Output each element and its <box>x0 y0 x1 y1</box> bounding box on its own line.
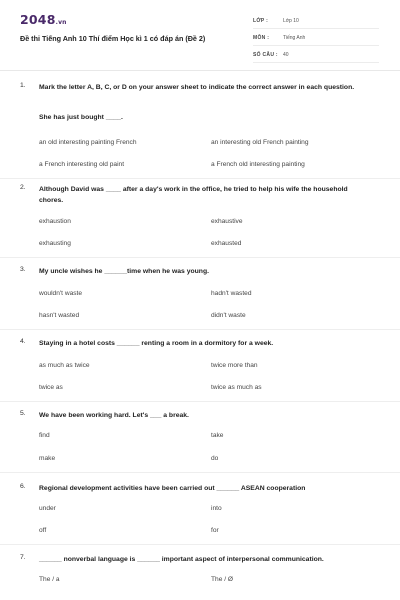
option-b[interactable]: an interesting old French painting <box>211 139 309 146</box>
question-divider <box>0 329 400 330</box>
meta-subject: MÔN : Tiếng Anh <box>253 31 379 46</box>
question-text: Staying in a hotel costs ______ renting a room in a dormitory for a week. <box>39 340 274 347</box>
exam-title: Đề thi Tiếng Anh 10 Thí điểm Học kì 1 có đáp án (Đề 2) <box>20 34 206 43</box>
option-d[interactable]: a French old interesting painting <box>211 161 305 168</box>
option-c[interactable]: off <box>39 527 47 534</box>
question-number: 2. <box>20 184 26 191</box>
exam-meta <box>253 14 379 65</box>
option-b[interactable]: hadn't wasted <box>211 290 252 297</box>
option-a[interactable]: The / a <box>39 576 60 583</box>
page-header <box>0 0 400 62</box>
option-a[interactable]: exhaustion <box>39 218 71 225</box>
question-divider <box>0 544 400 545</box>
option-d[interactable]: do <box>211 455 219 462</box>
meta-class: LỚP : Lớp 10 <box>253 14 379 29</box>
site-logo[interactable]: 2048.vn <box>20 12 67 27</box>
question-text: My uncle wishes he ______time when he was young. <box>39 268 209 275</box>
option-a[interactable]: wouldn't waste <box>39 290 83 297</box>
question-text: Although David was ____ after a day's work in the office, he tried to help his wife the household chores. <box>39 186 348 204</box>
question-number: 4. <box>20 338 26 345</box>
question-divider <box>0 257 400 258</box>
meta-question-count: SỐ CÂU : 40 <box>253 48 379 63</box>
option-c[interactable]: exhausting <box>39 240 71 247</box>
question-number: 7. <box>20 554 26 561</box>
option-b[interactable]: The / Ø <box>211 576 233 583</box>
question-text: ______ nonverbal language is ______ important aspect of interpersonal communication. <box>39 556 324 563</box>
option-c[interactable]: a French interesting old paint <box>39 161 125 168</box>
question-stem: She has just bought ____. <box>39 114 123 121</box>
option-d[interactable]: twice as much as <box>211 384 262 391</box>
option-b[interactable]: into <box>211 505 222 512</box>
option-a[interactable]: under <box>39 505 56 512</box>
option-a[interactable]: as much as twice <box>39 362 90 369</box>
question-number: 1. <box>20 82 26 89</box>
option-b[interactable]: take <box>211 432 224 439</box>
option-b[interactable]: exhaustive <box>211 218 243 225</box>
question-divider <box>0 472 400 473</box>
question-number: 6. <box>20 483 26 490</box>
question-number: 5. <box>20 410 26 417</box>
header-divider <box>0 70 400 71</box>
option-d[interactable]: exhausted <box>211 240 242 247</box>
question-text: Mark the letter A, B, C, or D on your answer sheet to indicate the correct answer in each question. <box>39 84 355 91</box>
option-c[interactable]: make <box>39 455 56 462</box>
question-divider <box>0 401 400 402</box>
question-text: Regional development activities have been carried out ______ ASEAN cooperation <box>39 485 306 492</box>
option-c[interactable]: twice as <box>39 384 63 391</box>
question-number: 3. <box>20 266 26 273</box>
option-d[interactable]: for <box>211 527 219 534</box>
option-a[interactable]: an old interesting painting French <box>39 139 137 146</box>
option-a[interactable]: find <box>39 432 50 439</box>
option-d[interactable]: didn't waste <box>211 312 246 319</box>
question-divider <box>0 178 400 179</box>
option-c[interactable]: hasn't wasted <box>39 312 80 319</box>
option-b[interactable]: twice more than <box>211 362 258 369</box>
question-text: We have been working hard. Let's ___ a break. <box>39 412 189 419</box>
